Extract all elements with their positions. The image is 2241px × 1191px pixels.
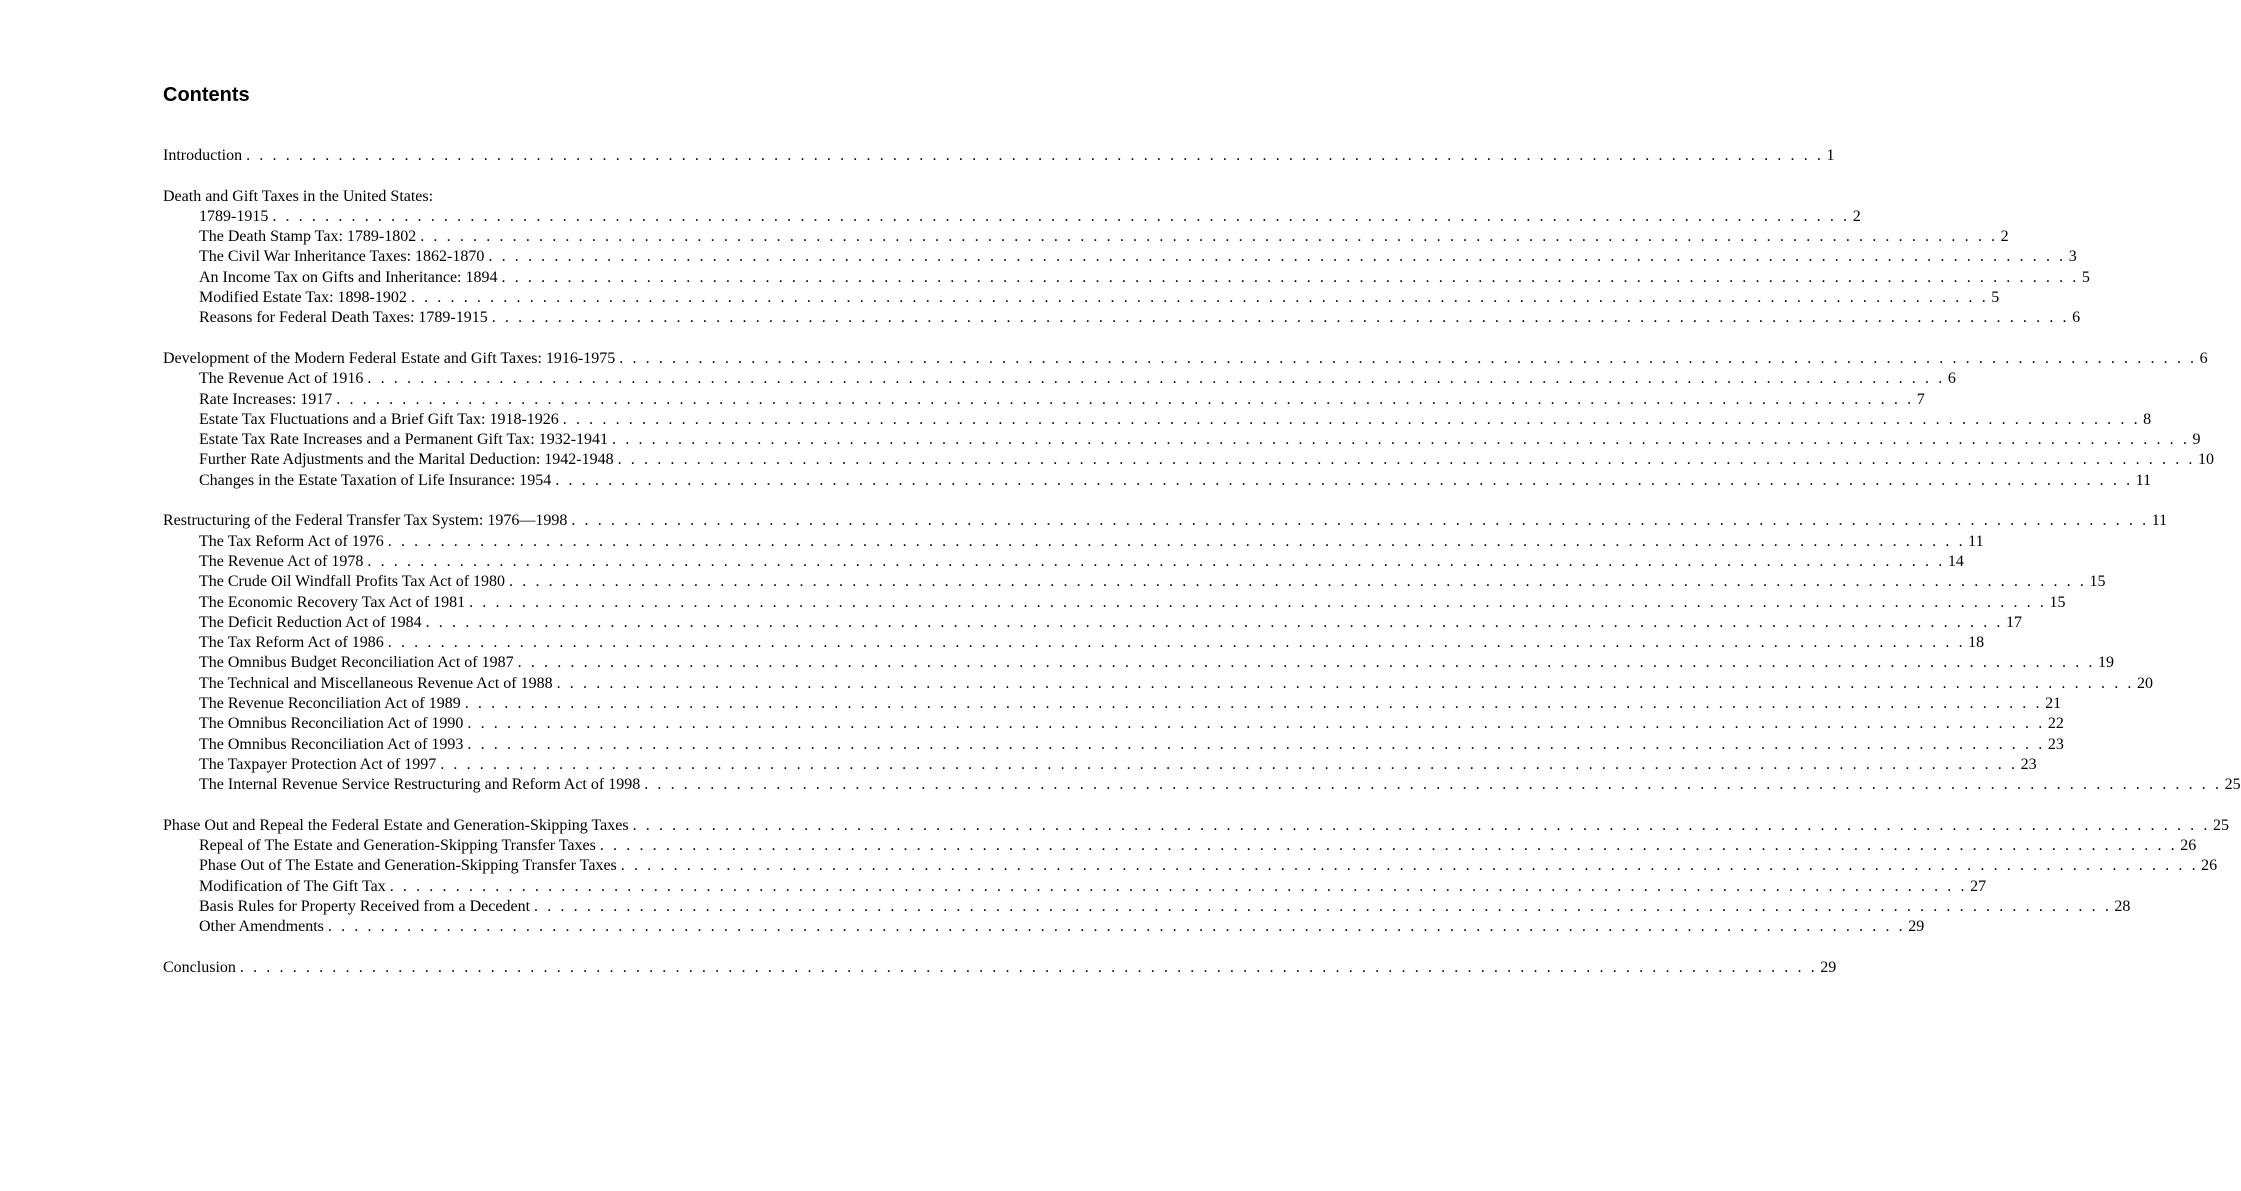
dot-leader: . . . . . . . . . . . . . . . . . . . . . . . . . . . . . . . . . . . . . . . . . . . . . . . . . . . . . . . . . . . . . . . . . . . . . . . . . . . . . . . . . . . . . . . . . . . . . . . . . . . . . . . . . . . . . . . . . . . . . . . .	[387, 532, 1966, 550]
toc-subentry	[163, 288, 2000, 308]
page-number: 26	[2180, 837, 2197, 855]
section-spacer	[163, 329, 758, 349]
toc-section-label: Death and Gift Taxes in the United States:	[163, 187, 434, 205]
toc-subentry	[163, 247, 2077, 267]
section-spacer	[163, 796, 758, 816]
page-number: 3	[2068, 248, 2077, 266]
dot-leader: . . . . . . . . . . . . . . . . . . . . . . . . . . . . . . . . . . . . . . . . . . . . . . . . . . . . . . . . . . . . . . . . . . . . . . . . . . . . . . . . . . . . . . . . . . . . . . . . . . . . . . . . . . . . . . . . . . . . . . . .	[599, 837, 2178, 855]
toc-section-label: Introduction	[163, 147, 243, 164]
toc-subentry	[163, 633, 1985, 653]
page-number: 29	[1908, 918, 1925, 936]
toc-section-heading	[163, 958, 1837, 978]
page-number: 25	[2212, 816, 2229, 834]
toc-subentry	[163, 593, 2066, 613]
dot-leader: . . . . . . . . . . . . . . . . . . . . . . . . . . . . . . . . . . . . . . . . . . . . . . . . . . . . . . . . . . . . . . . . . . . . . . . . . . . . . . . . . . . . . . . . . . . . . . . . . . . . . . . . . . . . . . . . . . . . . . . .	[517, 654, 2096, 672]
dot-leader: . . . . . . . . . . . . . . . . . . . . . . . . . . . . . . . . . . . . . . . . . . . . . . . . . . . . . . . . . . . . . . . . . . . . . . . . . . . . . . . . . . . . . . . . . . . . . . . . . . . . . . . . . . . . . . . . . . . . . . . .	[469, 593, 2047, 611]
dot-leader: . . . . . . . . . . . . . . . . . . . . . . . . . . . . . . . . . . . . . . . . . . . . . . . . . . . . . . . . . . . . . . . . . . . . . . . . . . . . . . . . . . . . . . . . . . . . . . . . . . . . . . . . . . . . . . . . . . . . . . . .	[464, 695, 2043, 713]
toc-section-heading	[163, 816, 2229, 836]
page-number: 23	[2047, 735, 2064, 753]
toc-subentry-label: The Taxpayer Protection Act of 1997	[199, 755, 437, 773]
page-number: 10	[2198, 451, 2214, 469]
page-number: 21	[2045, 695, 2062, 713]
page-number: 28	[2114, 897, 2131, 915]
dot-leader: . . . . . . . . . . . . . . . . . . . . . . . . . . . . . . . . . . . . . . . . . . . . . . . . . . . . . . . . . . . . . . . . . . . . . . . . . . . . . . . . . . . . . . . . . . . . . . . . . . . . . . . . . . . . . . . . . . . . . . . .	[336, 390, 1914, 408]
dot-leader: . . . . . . . . . . . . . . . . . . . . . . . . . . . . . . . . . . . . . . . . . . . . . . . . . . . . . . . . . . . . . . . . . . . . . . . . . . . . . . . . . . . . . . . . . . . . . . . . . . . . . . . . . . . . . . . . . . . . . . . .	[501, 268, 2079, 286]
table-of-contents	[163, 146, 2241, 978]
dot-leader: . . . . . . . . . . . . . . . . . . . . . . . . . . . . . . . . . . . . . . . . . . . . . . . . . . . . . . . . . . . . . . . . . . . . . . . . . . . . . . . . . . . . . . . . . . . . . . . . . . . . . . . . . . . . . . . . . . . . . . . .	[467, 735, 2045, 753]
dot-leader: . . . . . . . . . . . . . . . . . . . . . . . . . . . . . . . . . . . . . . . . . . . . . . . . . . . . . . . . . . . . . . . . . . . . . . . . . . . . . . . . . . . . . . . . . . . . . . . . . . . . . . . . . . . . . . . . . . . . . . . .	[571, 512, 2149, 530]
toc-subentry	[163, 856, 2218, 876]
toc-subentry-label: The Omnibus Reconciliation Act of 1993	[199, 735, 464, 753]
dot-leader: . . . . . . . . . . . . . . . . . . . . . . . . . . . . . . . . . . . . . . . . . . . . . . . . . . . . . . . . . . . . . . . . . . . . . . . . . . . . . . . . . . . . . . . . . . . . . . . . . . . . . . . . . . . . . . . . . . . . . . . .	[488, 248, 2066, 266]
toc-subentry-label: The Tax Reform Act of 1976	[199, 532, 384, 550]
toc-subentry	[163, 897, 2131, 917]
page-number: 23	[2020, 755, 2037, 773]
dot-leader: . . . . . . . . . . . . . . . . . . . . . . . . . . . . . . . . . . . . . . . . . . . . . . . . . . . . . . . . . . . . . . . . . . . . . . . . . . . . . . . . . . . . . . . . . . . . . . . . . . . . . . . . . . . . . . . . . . . . . . . .	[272, 207, 1850, 225]
page-number: 19	[2098, 654, 2115, 672]
page-number: 17	[2006, 613, 2023, 631]
toc-subentry	[163, 552, 1964, 572]
dot-leader: . . . . . . . . . . . . . . . . . . . . . . . . . . . . . . . . . . . . . . . . . . . . . . . . . . . . . . . . . . . . . . . . . . . . . . . . . . . . . . . . . . . . . . . . . . . . . . . . . . . . . . . . . . . . . . . . . . . . . . . .	[644, 776, 2222, 794]
toc-section-label: Restructuring of the Federal Transfer Tax System: 1976—1998	[163, 512, 568, 530]
toc-subentry-label: Rate Increases: 1917	[199, 390, 333, 408]
toc-subentry-label: The Revenue Act of 1978	[199, 552, 364, 570]
toc-subentry-label: Changes in the Estate Taxation of Life Insurance: 1954	[199, 471, 552, 489]
toc-section-label: Conclusion	[163, 958, 236, 976]
page-number: 7	[1916, 390, 1925, 408]
toc-subentry-label: The Crude Oil Windfall Profits Tax Act of 1980	[199, 573, 506, 591]
toc-subentry-label: The Tax Reform Act of 1986	[199, 634, 384, 652]
toc-subentry-label: The Omnibus Reconciliation Act of 1990	[199, 715, 464, 733]
toc-section-heading	[163, 146, 1835, 166]
toc-subentry-label: Modified Estate Tax: 1898-1902	[199, 289, 407, 307]
dot-leader: . . . . . . . . . . . . . . . . . . . . . . . . . . . . . . . . . . . . . . . . . . . . . . . . . . . . . . . . . . . . . . . . . . . . . . . . . . . . . . . . . . . . . . . . . . . . . . . . . . . . . . . . . . . . . . . . . . . . . . . .	[246, 147, 1824, 164]
toc-subentry-label: 1789-1915	[199, 207, 269, 225]
dot-leader: . . . . . . . . . . . . . . . . . . . . . . . . . . . . . . . . . . . . . . . . . . . . . . . . . . . . . . . . . . . . . . . . . . . . . . . . . . . . . . . . . . . . . . . . . . . . . . . . . . . . . . . . . . . . . . . . . . . . . . . .	[467, 715, 2045, 733]
toc-section-label: Phase Out and Repeal the Federal Estate and Generation-Skipping Taxes	[163, 816, 629, 834]
dot-leader: . . . . . . . . . . . . . . . . . . . . . . . . . . . . . . . . . . . . . . . . . . . . . . . . . . . . . . . . . . . . . . . . . . . . . . . . . . . . . . . . . . . . . . . . . . . . . . . . . . . . . . . . . . . . . . . . . . . . . . . .	[619, 349, 2197, 367]
page-number: 8	[2143, 410, 2152, 428]
toc-subentry	[163, 450, 2214, 470]
toc-subentry	[163, 471, 2152, 491]
dot-leader: . . . . . . . . . . . . . . . . . . . . . . . . . . . . . . . . . . . . . . . . . . . . . . . . . . . . . . . . . . . . . . . . . . . . . . . . . . . . . . . . . . . . . . . . . . . . . . . . . . . . . . . . . . . . . . . . . . . . . . . .	[389, 877, 1968, 895]
page-number: 29	[1820, 958, 1837, 976]
page-number: 6	[2199, 349, 2208, 367]
toc-subentry-label: Further Rate Adjustments and the Marital Deduction: 1942-1948	[199, 451, 614, 469]
dot-leader: . . . . . . . . . . . . . . . . . . . . . . . . . . . . . . . . . . . . . . . . . . . . . . . . . . . . . . . . . . . . . . . . . . . . . . . . . . . . . . . . . . . . . . . . . . . . . . . . . . . . . . . . . . . . . . . . . . . . . . . .	[620, 857, 2199, 875]
toc-subentry	[163, 572, 2106, 592]
toc-subentry	[163, 390, 1925, 410]
page-number: 11	[2151, 512, 2168, 530]
page-number: 15	[2089, 573, 2106, 591]
toc-subentry	[163, 369, 1956, 389]
toc-subentry-label: An Income Tax on Gifts and Inheritance: 1894	[199, 268, 498, 286]
page-number: 6	[2072, 309, 2081, 327]
toc-section-heading	[163, 187, 758, 207]
toc-subentry-label: Basis Rules for Property Received from a Decedent	[199, 897, 531, 915]
toc-subentry	[163, 430, 2201, 450]
toc-subentry	[163, 207, 1861, 227]
page-number: 14	[1947, 552, 1964, 570]
toc-subentry-label: The Civil War Inheritance Taxes: 1862-1870	[199, 248, 485, 266]
dot-leader: . . . . . . . . . . . . . . . . . . . . . . . . . . . . . . . . . . . . . . . . . . . . . . . . . . . . . . . . . . . . . . . . . . . . . . . . . . . . . . . . . . . . . . . . . . . . . . . . . . . . . . . . . . . . . . . . . . . . . . . .	[410, 289, 1989, 307]
section-spacer	[163, 491, 758, 511]
page-number: 2	[1852, 207, 1861, 225]
page-number: 5	[1991, 289, 2000, 307]
toc-subentry-label: The Economic Recovery Tax Act of 1981	[199, 593, 466, 611]
toc-section-label: Development of the Modern Federal Estate and Gift Taxes: 1916-1975	[163, 349, 616, 367]
dot-leader: . . . . . . . . . . . . . . . . . . . . . . . . . . . . . . . . . . . . . . . . . . . . . . . . . . . . . . . . . . . . . . . . . . . . . . . . . . . . . . . . . . . . . . . . . . . . . . . . . . . . . . . . . . . . . . . . . . . . . . . .	[612, 431, 2190, 449]
toc-subentry-label: Other Amendments	[199, 918, 324, 936]
page-number: 15	[2049, 593, 2066, 611]
page-number: 11	[2135, 471, 2152, 489]
toc-subentry-label: The Technical and Miscellaneous Revenue Act of 1988	[199, 674, 553, 692]
toc-subentry	[163, 674, 2153, 694]
dot-leader: . . . . . . . . . . . . . . . . . . . . . . . . . . . . . . . . . . . . . . . . . . . . . . . . . . . . . . . . . . . . . . . . . . . . . . . . . . . . . . . . . . . . . . . . . . . . . . . . . . . . . . . . . . . . . . . . . . . . . . . .	[239, 958, 1818, 976]
toc-subentry-label: Modification of The Gift Tax	[199, 877, 386, 895]
page-number: 6	[1947, 370, 1956, 388]
dot-leader: . . . . . . . . . . . . . . . . . . . . . . . . . . . . . . . . . . . . . . . . . . . . . . . . . . . . . . . . . . . . . . . . . . . . . . . . . . . . . . . . . . . . . . . . . . . . . . . . . . . . . . . . . . . . . . . . . . . . . . . .	[556, 674, 2134, 692]
dot-leader: . . . . . . . . . . . . . . . . . . . . . . . . . . . . . . . . . . . . . . . . . . . . . . . . . . . . . . . . . . . . . . . . . . . . . . . . . . . . . . . . . . . . . . . . . . . . . . . . . . . . . . . . . . . . . . . . . . . . . . . .	[534, 897, 2112, 915]
page-number: 26	[2201, 857, 2218, 875]
toc-subentry-label: Repeal of The Estate and Generation-Skipping Transfer Taxes	[199, 837, 596, 855]
toc-subentry	[163, 714, 2064, 734]
page-number: 25	[2224, 776, 2241, 794]
toc-subentry-label: The Deficit Reduction Act of 1984	[199, 613, 422, 631]
toc-subentry	[163, 735, 2064, 755]
section-spacer	[163, 166, 758, 186]
dot-leader: . . . . . . . . . . . . . . . . . . . . . . . . . . . . . . . . . . . . . . . . . . . . . . . . . . . . . . . . . . . . . . . . . . . . . . . . . . . . . . . . . . . . . . . . . . . . . . . . . . . . . . . . . . . . . . . . . . . . . . . .	[562, 410, 2141, 428]
toc-subentry	[163, 227, 2009, 247]
toc-subentry	[163, 308, 2081, 328]
toc-subentry	[163, 532, 1984, 552]
toc-subentry	[163, 836, 2197, 856]
dot-leader: . . . . . . . . . . . . . . . . . . . . . . . . . . . . . . . . . . . . . . . . . . . . . . . . . . . . . . . . . . . . . . . . . . . . . . . . . . . . . . . . . . . . . . . . . . . . . . . . . . . . . . . . . . . . . . . . . . . . . . . .	[387, 634, 1966, 652]
toc-section-heading	[163, 511, 2168, 531]
dot-leader: . . . . . . . . . . . . . . . . . . . . . . . . . . . . . . . . . . . . . . . . . . . . . . . . . . . . . . . . . . . . . . . . . . . . . . . . . . . . . . . . . . . . . . . . . . . . . . . . . . . . . . . . . . . . . . . . . . . . . . . .	[440, 755, 2018, 773]
dot-leader: . . . . . . . . . . . . . . . . . . . . . . . . . . . . . . . . . . . . . . . . . . . . . . . . . . . . . . . . . . . . . . . . . . . . . . . . . . . . . . . . . . . . . . . . . . . . . . . . . . . . . . . . . . . . . . . . . . . . . . . .	[617, 451, 2195, 469]
page-number: 27	[1970, 877, 1987, 895]
toc-subentry-label: Phase Out of The Estate and Generation-Skipping Transfer Taxes	[199, 857, 617, 875]
dot-leader: . . . . . . . . . . . . . . . . . . . . . . . . . . . . . . . . . . . . . . . . . . . . . . . . . . . . . . . . . . . . . . . . . . . . . . . . . . . . . . . . . . . . . . . . . . . . . . . . . . . . . . . . . . . . . . . . . . . . . . . .	[425, 613, 2004, 631]
toc-subentry-label: The Revenue Act of 1916	[199, 370, 364, 388]
toc-subentry	[163, 755, 2037, 775]
page-number: 11	[1968, 532, 1984, 550]
toc-subentry-label: Estate Tax Rate Increases and a Permanent Gift Tax: 1932-1941	[199, 431, 609, 449]
page-number: 2	[2000, 228, 2009, 246]
page-number: 9	[2192, 431, 2201, 449]
toc-subentry	[163, 653, 2115, 673]
toc-section-heading	[163, 349, 2208, 369]
dot-leader: . . . . . . . . . . . . . . . . . . . . . . . . . . . . . . . . . . . . . . . . . . . . . . . . . . . . . . . . . . . . . . . . . . . . . . . . . . . . . . . . . . . . . . . . . . . . . . . . . . . . . . . . . . . . . . . . . . . . . . . .	[420, 228, 1998, 246]
toc-subentry-label: The Omnibus Budget Reconciliation Act of 1987	[199, 654, 514, 672]
dot-leader: . . . . . . . . . . . . . . . . . . . . . . . . . . . . . . . . . . . . . . . . . . . . . . . . . . . . . . . . . . . . . . . . . . . . . . . . . . . . . . . . . . . . . . . . . . . . . . . . . . . . . . . . . . . . . . . . . . . . . . . .	[555, 471, 2133, 489]
dot-leader: . . . . . . . . . . . . . . . . . . . . . . . . . . . . . . . . . . . . . . . . . . . . . . . . . . . . . . . . . . . . . . . . . . . . . . . . . . . . . . . . . . . . . . . . . . . . . . . . . . . . . . . . . . . . . . . . . . . . . . . .	[632, 816, 2210, 834]
toc-subentry-label: The Internal Revenue Service Restructuring and Reform Act of 1998	[199, 776, 641, 794]
toc-subentry	[163, 410, 2152, 430]
toc-subentry	[163, 775, 2241, 795]
toc-subentry	[163, 694, 2062, 714]
dot-leader: . . . . . . . . . . . . . . . . . . . . . . . . . . . . . . . . . . . . . . . . . . . . . . . . . . . . . . . . . . . . . . . . . . . . . . . . . . . . . . . . . . . . . . . . . . . . . . . . . . . . . . . . . . . . . . . . . . . . . . . .	[367, 552, 1945, 570]
page-number: 22	[2047, 715, 2064, 733]
toc-subentry-label: Reasons for Federal Death Taxes: 1789-1915	[199, 309, 488, 327]
toc-subentry-label: The Death Stamp Tax: 1789-1802	[199, 228, 417, 246]
toc-subentry	[163, 917, 1925, 937]
toc-subentry	[163, 268, 2090, 288]
page-title: Contents	[163, 84, 250, 106]
dot-leader: . . . . . . . . . . . . . . . . . . . . . . . . . . . . . . . . . . . . . . . . . . . . . . . . . . . . . . . . . . . . . . . . . . . . . . . . . . . . . . . . . . . . . . . . . . . . . . . . . . . . . . . . . . . . . . . . . . . . . . . .	[327, 918, 1906, 936]
section-spacer	[163, 938, 758, 958]
page-number: 5	[2081, 268, 2090, 286]
toc-subentry	[163, 877, 1987, 897]
page-number: 18	[1968, 634, 1985, 652]
dot-leader: . . . . . . . . . . . . . . . . . . . . . . . . . . . . . . . . . . . . . . . . . . . . . . . . . . . . . . . . . . . . . . . . . . . . . . . . . . . . . . . . . . . . . . . . . . . . . . . . . . . . . . . . . . . . . . . . . . . . . . . .	[491, 309, 2070, 327]
dot-leader: . . . . . . . . . . . . . . . . . . . . . . . . . . . . . . . . . . . . . . . . . . . . . . . . . . . . . . . . . . . . . . . . . . . . . . . . . . . . . . . . . . . . . . . . . . . . . . . . . . . . . . . . . . . . . . . . . . . . . . . .	[367, 370, 1945, 388]
dot-leader: . . . . . . . . . . . . . . . . . . . . . . . . . . . . . . . . . . . . . . . . . . . . . . . . . . . . . . . . . . . . . . . . . . . . . . . . . . . . . . . . . . . . . . . . . . . . . . . . . . . . . . . . . . . . . . . . . . . . . . . .	[509, 573, 2087, 591]
toc-subentry	[163, 613, 2023, 633]
toc-subentry-label: Estate Tax Fluctuations and a Brief Gift Tax: 1918-1926	[199, 410, 559, 428]
page-number: 20	[2137, 674, 2153, 692]
toc-subentry-label: The Revenue Reconciliation Act of 1989	[199, 695, 461, 713]
page-number: 1	[1826, 147, 1835, 164]
